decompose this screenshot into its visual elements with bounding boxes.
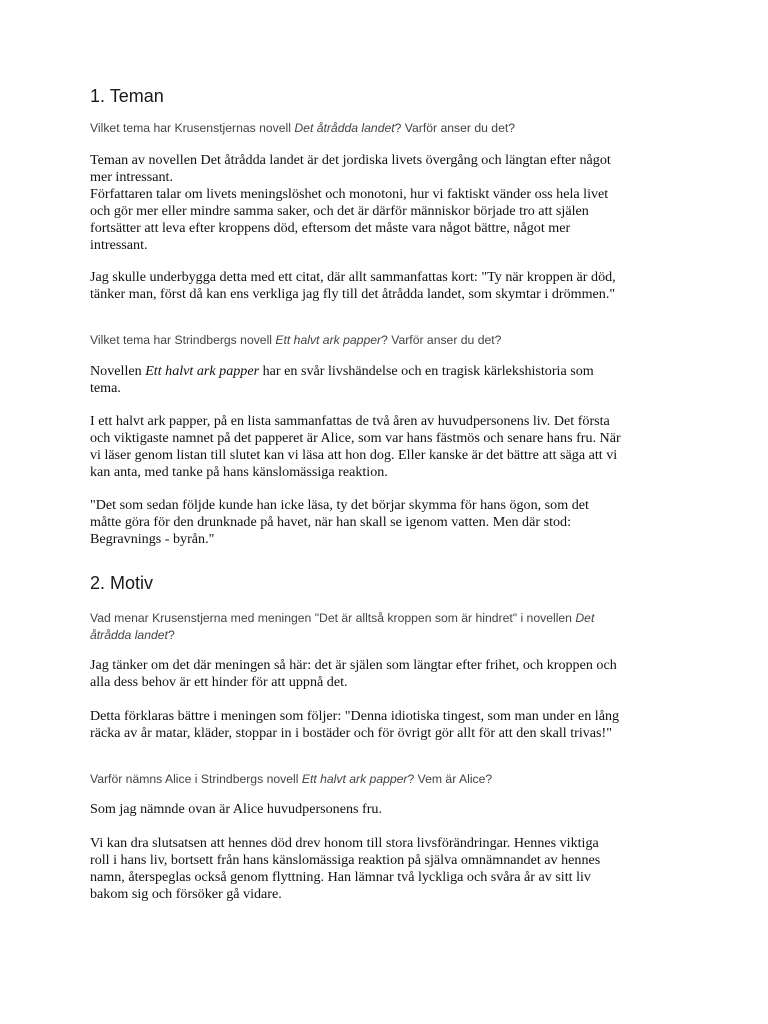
question-text: Vilket tema har Strindbergs novell [90, 333, 276, 347]
text-line: namn, återspeglas också genom flyttning. Han lämnar två lyckliga och svåra år av sitt liv [90, 869, 591, 885]
question-title-italic: Det åtrådda landet [294, 121, 395, 135]
answer-paragraph [90, 413, 682, 481]
question-title-italic: Det [575, 611, 595, 625]
answer-paragraph [90, 835, 682, 903]
question-strindberg-alice [90, 771, 680, 788]
question-text-end: ? Varför anser du det? [394, 121, 516, 135]
text-line: Teman av novellen Det åtrådda landet är det jordiska livets övergång och längtan efter något [90, 152, 611, 168]
question-text: Varför nämns Alice i Strindbergs novell [90, 772, 302, 786]
section-heading-motiv: 2. Motiv [90, 573, 154, 593]
text-line: räcka av år matar, kläder, stoppar in i bostäder och för övrigt gör allt för att den skall trivas!" [90, 725, 612, 741]
text-line: Jag tänker om det där meningen så här: det är själen som längtar efter frihet, och kroppen och [90, 657, 617, 673]
question-strindberg-tema [90, 332, 680, 349]
answer-paragraph [90, 269, 682, 303]
text-line: intressant. [90, 237, 148, 253]
question-title-italic: Ett halvt ark papper [275, 333, 382, 347]
text-line: Detta förklaras bättre i meningen som följer: "Denna idiotiska tingest, som man under en lång [90, 708, 620, 724]
text-line: Jag skulle underbygga detta med ett citat, där allt sammanfattas kort: "Ty när kroppen är död, [90, 269, 616, 285]
text-line: kan anta, med tanke på hans känslomässiga reaktion. [90, 464, 388, 480]
answer-paragraph [90, 708, 682, 742]
question-title-italic: Ett halvt ark papper [301, 772, 408, 786]
question-text-end: ? [167, 628, 175, 642]
text-line: vi läser genom listan till slutet kan vi läsa att hon dog. Eller kanske är det bättre att säga att vi [90, 447, 618, 463]
answer-paragraph [90, 657, 682, 691]
question-krusenstjerna-hindret [90, 610, 680, 644]
italic-title: Ett halvt ark papper [145, 363, 260, 379]
text-line: Begravnings - byrån." [90, 531, 215, 547]
question-text-end: ? Vem är Alice? [407, 772, 493, 786]
text-line: Författaren talar om livets meningslöshet och monotoni, hur vi faktiskt vänder oss hela livet [90, 186, 609, 202]
text-line: och gör mer eller mindre samma saker, och det är därför människor började tro att själen [90, 203, 589, 219]
text-line: "Det som sedan följde kunde han icke läsa, ty det börjar skymma för hans ögon, som det [90, 497, 589, 513]
text-line: tema. [90, 380, 121, 396]
text-line: Som jag nämnde ovan är Alice huvudpersonens fru. [90, 801, 382, 817]
question-text: Vad menar Krusenstjerna med meningen "Det är alltså kroppen som är hindret" i novellen [90, 611, 576, 625]
text-line: tänker man, först då kan ens verkliga jag fly till det åtrådda landet, som skymtar i drömmen." [90, 286, 616, 302]
answer-paragraph [90, 152, 682, 254]
text-line: mer intressant. [90, 169, 173, 185]
text-span: Novellen [90, 363, 146, 379]
text-line: måtte göra för den drunknade på havet, när han skall se igenom vatten. Men där stod: [90, 514, 571, 530]
section-heading-teman: 1. Teman [90, 86, 164, 106]
text-line: fortsätter att leva efter kroppens död, eftersom det måste vara något bättre, något mer [90, 220, 571, 236]
question-text-end: ? Varför anser du det? [381, 333, 502, 347]
text-line: bakom sig och försöker gå vidare. [90, 886, 282, 902]
question-title-italic: åtrådda landet [90, 628, 168, 642]
answer-paragraph [90, 363, 682, 397]
question-text: Vilket tema har Krusenstjernas novell [90, 121, 295, 135]
text-line: I ett halvt ark papper, på en lista sammanfattas de två åren av huvudpersonens liv. Det första [90, 413, 610, 429]
text-line: alla dess behov är ett hinder för att uppnå det. [90, 674, 348, 690]
text-line: och viktigaste namnet på det papperet är Alice, som var hans fästmös och senare hans fru. När [90, 430, 621, 446]
answer-paragraph [90, 801, 682, 818]
text-line: Vi kan dra slutsatsen att hennes död drev honom till stora livsförändringar. Hennes viktiga [90, 835, 599, 851]
question-krusenstjerna-tema [90, 120, 680, 137]
text-line [90, 363, 682, 380]
text-span: har en svår livshändelse och en tragisk kärlekshistoria som [259, 363, 594, 379]
text-line: roll i hans liv, bortsett från hans känslomässiga reaktion på själva omnämnandet av hennes [90, 852, 601, 868]
quote-paragraph [90, 497, 682, 548]
